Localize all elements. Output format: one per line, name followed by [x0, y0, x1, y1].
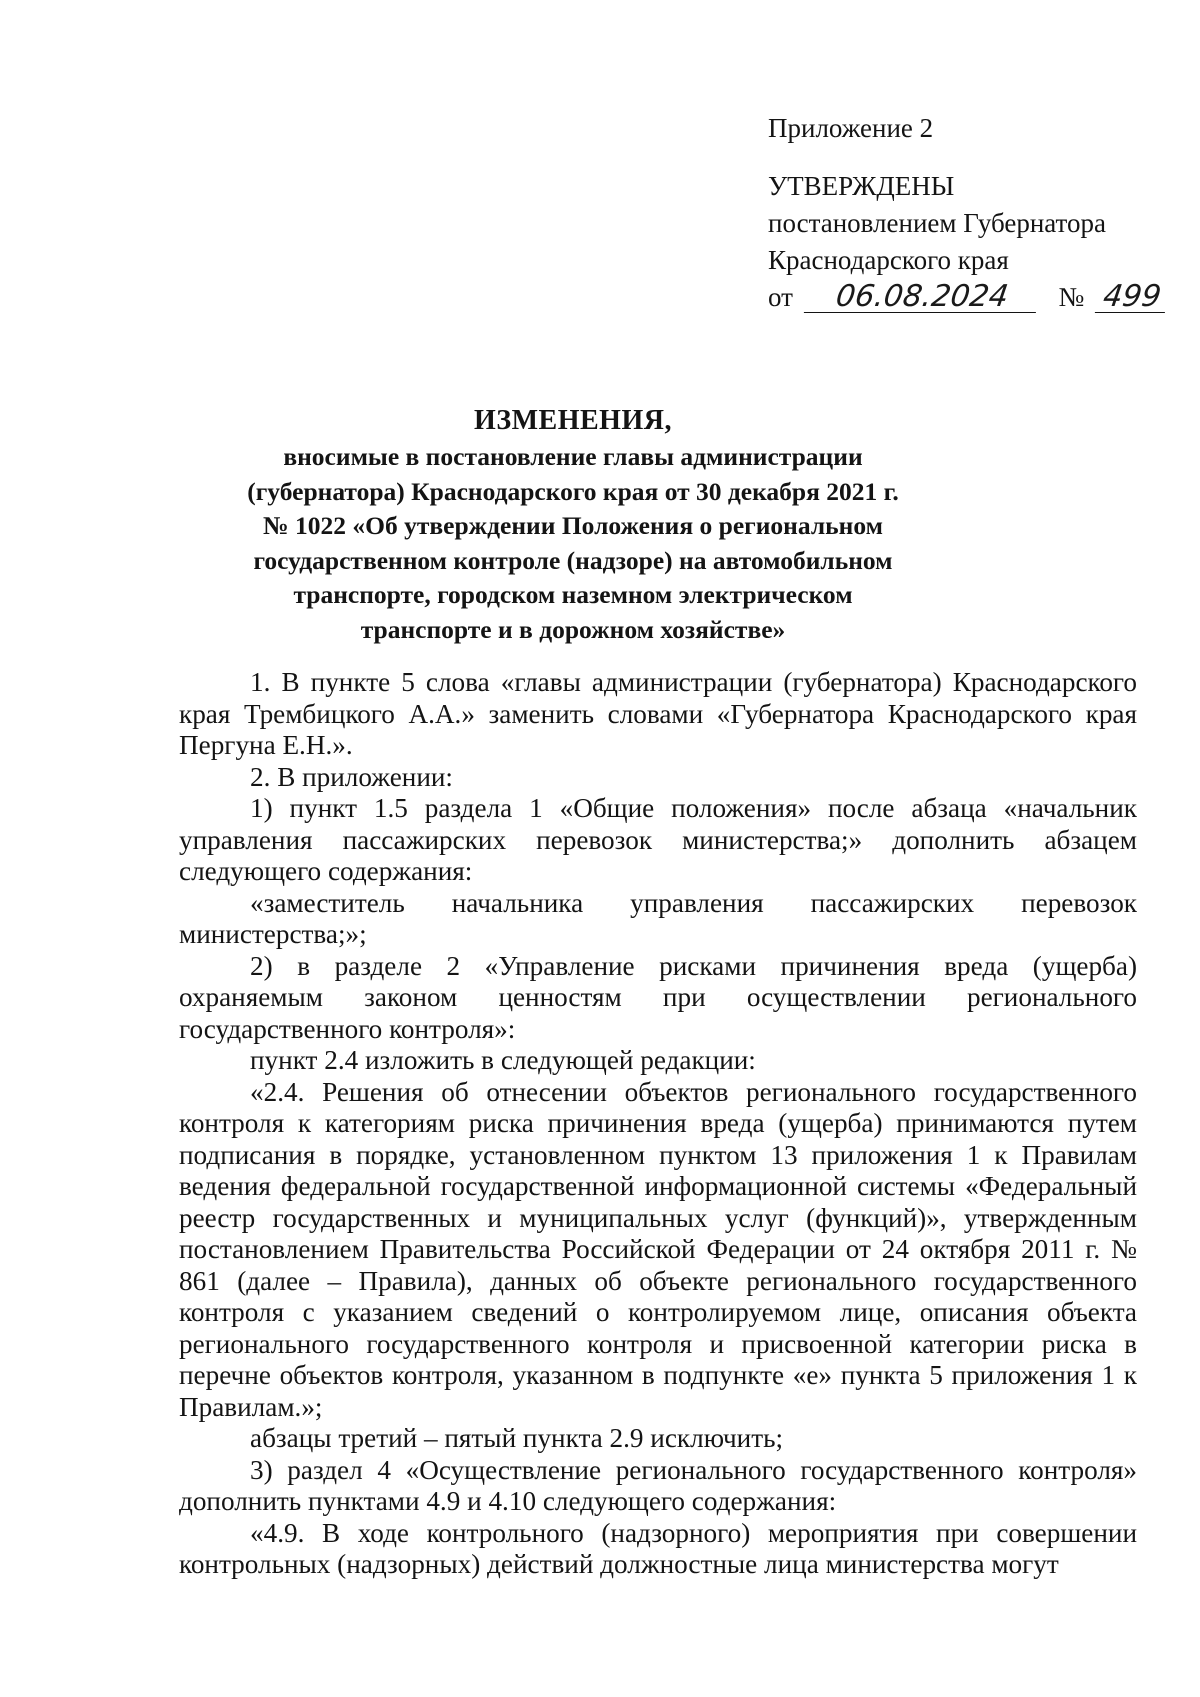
number-prefix: № [1058, 282, 1085, 312]
date-prefix: от [768, 282, 793, 312]
approved-region-line: Краснодарского края [768, 245, 1009, 275]
date-number-line [768, 279, 1168, 316]
handwritten-date: 06.08.2024 [804, 282, 1040, 313]
title-subtitle-line: (губернатора) Краснодарского края от 30 декабря 2021 г. [247, 476, 899, 506]
approval-block [768, 110, 1168, 316]
body-paragraph: «2.4. Решения об отнесении объектов регионального государственного контроля к категориям риска причинения вреда (ущерба) принимаются путем подписания в порядке, установленном пунктом 13 приложения 1 к Правилам ведения федеральной государственной информационной системы «Федеральный реестр государственных и муниципальных услуг (функций)», утвержденным постановлением Правительства Российской Федерации от 24 октября 2011 г. № 861 (далее – Правила), данных об объекте регионального государственного контроля с указанием сведений о контролируемом лице, описания объекта регионального государственного контроля и присвоенной категории риска в перечне объектов контроля, указанном в подпункте «е» пункта 5 приложения 1 к Правилам.»; [179, 1076, 1137, 1422]
appendix-label: Приложение 2 [768, 113, 934, 143]
body-paragraph: абзацы третий – пятый пункта 2.9 исключить; [250, 1423, 784, 1453]
handwritten-number: 499 [1095, 282, 1169, 313]
title-subtitle-line: транспорте, городском наземном электрическом [293, 580, 853, 609]
document-body [179, 667, 1137, 1581]
body-paragraph: «заместитель начальника управления пассажирских перевозок министерства;»; [179, 887, 1137, 949]
body-paragraph: 3) раздел 4 «Осуществление регионального государственного контроля» дополнить пунктами 4.9 и 4.10 следующего содержания: [179, 1454, 1137, 1516]
body-paragraph: «4.9. В ходе контрольного (надзорного) мероприятия при совершении контрольных (надзорных) действий должностные лица министерства могут [179, 1517, 1137, 1579]
body-paragraph: 2. В приложении: [250, 761, 453, 792]
title-subtitle-line: № 1022 «Об утверждении Положения о региональном [263, 511, 883, 540]
body-paragraph: 1) пункт 1.5 раздела 1 «Общие положения» после абзаца «начальник управления пассажирских перевозок министерства;» дополнить абзацем следующего содержания: [179, 793, 1137, 886]
approved-by-line: постановлением Губернатора [768, 208, 1106, 238]
body-paragraph: 2) в разделе 2 «Управление рисками причинения вреда (ущерба) охраняемым законом ценностям при осуществлении регионального государственного контроля»: [179, 950, 1137, 1044]
approved-label: УТВЕРЖДЕНЫ [768, 171, 955, 201]
title-subtitle-line: вносимые в постановление главы администрации [283, 442, 863, 471]
body-paragraph: пункт 2.4 изложить в следующей редакции: [250, 1045, 756, 1075]
title-heading: ИЗМЕНЕНИЯ, [474, 405, 672, 436]
title-subtitle-line: государственном контроле (надзоре) на автомобильном [253, 545, 893, 575]
document-title [180, 402, 966, 647]
body-paragraph: 1. В пункте 5 слова «главы администрации (губернатора) Краснодарского края Трембицкого А.А.» заменить словами «Губернатора Краснодарского края Пергуна Е.Н.». [179, 667, 1137, 760]
title-subtitle-line: транспорте и в дорожном хозяйстве» [360, 614, 786, 644]
